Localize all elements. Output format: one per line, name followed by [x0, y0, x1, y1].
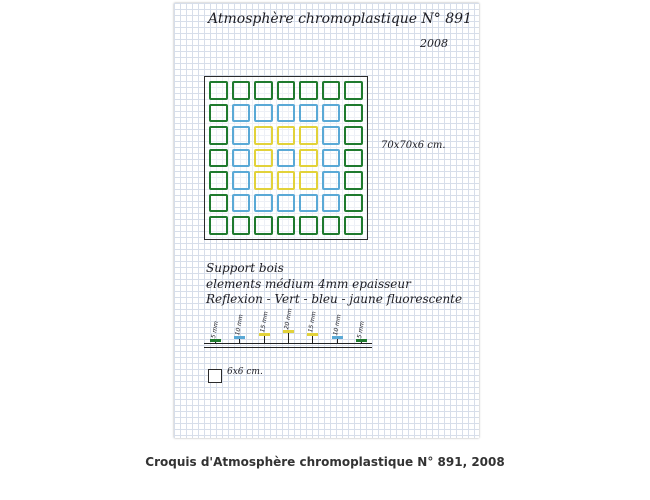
grid-cells	[209, 81, 363, 235]
sketch-title: Atmosphère chromoplastique N° 891	[208, 11, 472, 27]
grid-cell	[209, 171, 228, 190]
grid-cell	[344, 104, 363, 123]
grid-cell	[277, 126, 296, 145]
profile-cap	[332, 336, 343, 339]
grid-cell	[299, 216, 318, 235]
artwork-dimensions: 70x70x6 cm.	[381, 140, 446, 151]
grid-cell	[299, 81, 318, 100]
grid-cell	[299, 171, 318, 190]
grid-cell	[344, 194, 363, 213]
profile-cap	[356, 339, 367, 342]
grid-cell	[232, 104, 251, 123]
grid-cell	[254, 194, 273, 213]
profile-depth-label: 10 mm	[234, 313, 245, 336]
profile-cap	[234, 336, 245, 339]
grid-cell	[344, 126, 363, 145]
grid-cell	[322, 81, 341, 100]
profile-depth-label: 20 mm	[283, 307, 294, 330]
grid-cell	[209, 81, 228, 100]
profile-cap	[283, 330, 294, 333]
grid-cell	[322, 104, 341, 123]
grid-cell	[277, 194, 296, 213]
grid-cell	[344, 216, 363, 235]
profile-depth-label: 10 mm	[332, 313, 343, 336]
grid-cell	[209, 126, 228, 145]
grid-cell	[254, 81, 273, 100]
grid-cell	[344, 149, 363, 168]
grid-cell	[232, 126, 251, 145]
grid-cell	[322, 126, 341, 145]
grid-cell	[299, 126, 318, 145]
grid-cell	[299, 149, 318, 168]
grid-cell	[209, 216, 228, 235]
grid-cell	[277, 104, 296, 123]
grid-cell	[322, 216, 341, 235]
cell-size-label: 6x6 cm.	[227, 367, 263, 377]
grid-cell	[299, 104, 318, 123]
grid-cell	[254, 171, 273, 190]
grid-cell	[209, 104, 228, 123]
profile-cap	[210, 339, 221, 342]
grid-cell	[322, 194, 341, 213]
grid-cell	[232, 171, 251, 190]
note-line-2: elements médium 4mm epaisseur	[206, 277, 411, 291]
cell-size-square	[208, 369, 222, 383]
grid-cell	[322, 171, 341, 190]
profile-depth-label: 5 mm	[210, 320, 221, 339]
grid-cell	[209, 194, 228, 213]
grid-cell	[232, 81, 251, 100]
side-profile-diagram	[204, 307, 374, 355]
grid-cell	[232, 149, 251, 168]
sketch-sheet	[174, 3, 479, 438]
grid-cell	[232, 216, 251, 235]
profile-depth-label: 5 mm	[356, 320, 367, 339]
profile-base	[204, 343, 372, 348]
grid-cell	[254, 216, 273, 235]
note-line-1: Support bois	[206, 261, 284, 275]
grid-cell	[299, 194, 318, 213]
grid-cell	[254, 126, 273, 145]
profile-cap	[259, 333, 270, 336]
grid-cell	[277, 81, 296, 100]
grid-cell	[277, 149, 296, 168]
profile-cap	[307, 333, 318, 336]
artwork-grid	[204, 76, 368, 240]
grid-cell	[344, 171, 363, 190]
grid-cell	[277, 216, 296, 235]
note-line-3: Reflexion - Vert - bleu - jaune fluorescente	[206, 292, 463, 306]
grid-cell	[277, 171, 296, 190]
profile-depth-label: 15 mm	[307, 310, 318, 333]
grid-cell	[232, 194, 251, 213]
grid-cell	[344, 81, 363, 100]
profile-depth-label: 15 mm	[259, 310, 270, 333]
caption: Croquis d'Atmosphère chromoplastique N° 891, 2008	[145, 455, 505, 469]
grid-cell	[322, 149, 341, 168]
grid-cell	[254, 104, 273, 123]
grid-cell	[209, 149, 228, 168]
sketch-year: 2008	[420, 37, 448, 50]
grid-cell	[254, 149, 273, 168]
